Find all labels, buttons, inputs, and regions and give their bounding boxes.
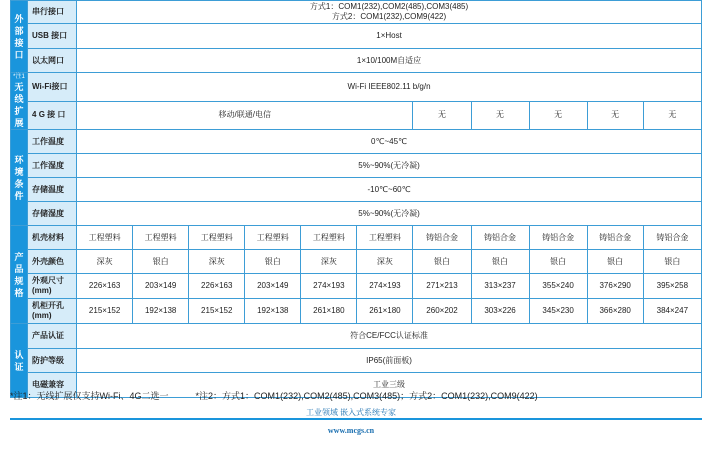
material-cell: 铸铝合金 <box>643 226 701 250</box>
outer-size-cell: 271×213 <box>413 274 471 299</box>
label-op-temp: 工作温度 <box>28 130 77 154</box>
cutout-cell: 215×152 <box>189 299 245 324</box>
value-usb: 1×Host <box>77 24 702 49</box>
value-4g-cell: 无 <box>587 101 643 130</box>
cutout-cell: 303×226 <box>471 299 529 324</box>
value-serial <box>77 1 702 24</box>
footer-slogan: 工业领域 嵌入式系统专家 <box>306 408 396 417</box>
cutout-cell: 261×180 <box>301 299 357 324</box>
footnote-2: *注2：方式1：COM1(232),COM2(485),COM3(485)；方式2：COM1(232),COM9(422) <box>195 391 538 401</box>
outer-size-cell: 274×193 <box>357 274 413 299</box>
material-cell: 工程塑料 <box>189 226 245 250</box>
value-storage-humidity: 5%~90%(无冷凝) <box>77 202 702 226</box>
category-wireless <box>11 73 28 130</box>
label-storage-humidity: 存储湿度 <box>28 202 77 226</box>
value-storage-temp: -10℃~60℃ <box>77 178 702 202</box>
color-cell: 银白 <box>133 250 189 274</box>
color-cell: 深灰 <box>77 250 133 274</box>
table-row-outer-size <box>11 274 702 299</box>
table-row-op-temp <box>11 130 702 154</box>
color-cell: 银白 <box>587 250 643 274</box>
value-4g-cell: 无 <box>529 101 587 130</box>
serial-mode-2: 方式2：COM1(232),COM9(422) <box>331 12 447 21</box>
footnote-1: *注1：无线扩展仅支持Wi-Fi、4G二选一 <box>10 391 169 401</box>
wireless-note-marker: *注1 <box>13 74 25 80</box>
label-outer-size-unit: (mm) <box>32 286 52 295</box>
category-external-interfaces: 外部接口 <box>11 1 28 73</box>
outer-size-cell: 376×290 <box>587 274 643 299</box>
value-4g-cell: 无 <box>643 101 701 130</box>
outer-size-cell: 355×240 <box>529 274 587 299</box>
table-row-ethernet <box>11 49 702 73</box>
outer-size-cell: 226×163 <box>77 274 133 299</box>
table-row-op-humidity <box>11 154 702 178</box>
color-cell: 银白 <box>529 250 587 274</box>
color-cell: 银白 <box>643 250 701 274</box>
material-cell: 工程塑料 <box>245 226 301 250</box>
value-4g-cell: 移动/联通/电信 <box>77 101 413 130</box>
value-op-humidity: 5%~90%(无冷凝) <box>77 154 702 178</box>
table-row-product-cert <box>11 324 702 349</box>
spec-table <box>10 0 702 398</box>
category-environment: 环境条件 <box>11 130 28 226</box>
outer-size-cell: 226×163 <box>189 274 245 299</box>
cutout-cell: 192×138 <box>133 299 189 324</box>
color-cell: 银白 <box>413 250 471 274</box>
color-cell: 深灰 <box>301 250 357 274</box>
label-4g: 4 G 接 口 <box>28 101 77 130</box>
cutout-cell: 261×180 <box>357 299 413 324</box>
serial-mode-1: 方式1：COM1(232),COM2(485),COM3(485) <box>309 2 469 11</box>
outer-size-cell: 203×149 <box>133 274 189 299</box>
cutout-cell: 366×280 <box>587 299 643 324</box>
cutout-cell: 215×152 <box>77 299 133 324</box>
material-cell: 工程塑料 <box>301 226 357 250</box>
label-storage-temp: 存储温度 <box>28 178 77 202</box>
cutout-cell: 192×138 <box>245 299 301 324</box>
outer-size-cell: 395×258 <box>643 274 701 299</box>
color-cell: 深灰 <box>357 250 413 274</box>
label-outer-size <box>28 274 77 299</box>
label-emc: 电磁兼容 <box>28 373 77 398</box>
table-row-cutout <box>11 299 702 324</box>
label-color: 外壳颜色 <box>28 250 77 274</box>
category-certification: 认证 <box>11 324 28 398</box>
material-cell: 工程塑料 <box>77 226 133 250</box>
category-wireless-label: 无线扩展 <box>14 82 24 128</box>
value-op-temp: 0℃~45℃ <box>77 130 702 154</box>
label-serial: 串行接口 <box>28 1 77 24</box>
label-wifi: Wi-Fi接口 <box>28 73 77 102</box>
label-cutout-text: 机柜开孔 <box>32 301 65 310</box>
material-cell: 铸铝合金 <box>587 226 643 250</box>
label-outer-size-text: 外观尺寸 <box>32 276 65 285</box>
table-row-wifi <box>11 73 702 102</box>
footer-divider <box>10 418 702 420</box>
cutout-cell: 345×230 <box>529 299 587 324</box>
label-op-humidity: 工作湿度 <box>28 154 77 178</box>
category-product-spec: 产品规格 <box>11 226 28 324</box>
label-product-cert: 产品认证 <box>28 324 77 349</box>
material-cell: 铸铝合金 <box>413 226 471 250</box>
value-ethernet: 1×10/100M自适应 <box>77 49 702 73</box>
value-4g-cell: 无 <box>471 101 529 130</box>
outer-size-cell: 274×193 <box>301 274 357 299</box>
material-cell: 工程塑料 <box>133 226 189 250</box>
material-cell: 铸铝合金 <box>471 226 529 250</box>
cutout-cell: 384×247 <box>643 299 701 324</box>
value-product-cert: 符合CE/FCC认证标准 <box>77 324 702 349</box>
table-row-serial <box>11 1 702 24</box>
label-ethernet: 以太网口 <box>28 49 77 73</box>
color-cell: 银白 <box>245 250 301 274</box>
label-cutout <box>28 299 77 324</box>
value-4g-cell: 无 <box>413 101 471 130</box>
table-row-color <box>11 250 702 274</box>
material-cell: 工程塑料 <box>357 226 413 250</box>
footer-url: www.mcgs.cn <box>327 426 375 435</box>
table-row-storage-temp <box>11 178 702 202</box>
footnotes <box>10 389 538 402</box>
label-usb: USB 接口 <box>28 24 77 49</box>
table-row-storage-humidity <box>11 202 702 226</box>
label-protection: 防护等级 <box>28 349 77 373</box>
outer-size-cell: 313×237 <box>471 274 529 299</box>
label-material: 机壳材料 <box>28 226 77 250</box>
label-cutout-unit: (mm) <box>32 311 52 320</box>
cutout-cell: 260×202 <box>413 299 471 324</box>
color-cell: 银白 <box>471 250 529 274</box>
value-emc: 工业三级 <box>77 373 702 398</box>
table-row-material <box>11 226 702 250</box>
value-protection: IP65(前面板) <box>77 349 702 373</box>
material-cell: 铸铝合金 <box>529 226 587 250</box>
color-cell: 深灰 <box>189 250 245 274</box>
table-row-protection <box>11 349 702 373</box>
value-wifi: Wi-Fi IEEE802.11 b/g/n <box>77 73 702 102</box>
table-row-4g <box>11 101 702 130</box>
outer-size-cell: 203×149 <box>245 274 301 299</box>
table-row-usb <box>11 24 702 49</box>
